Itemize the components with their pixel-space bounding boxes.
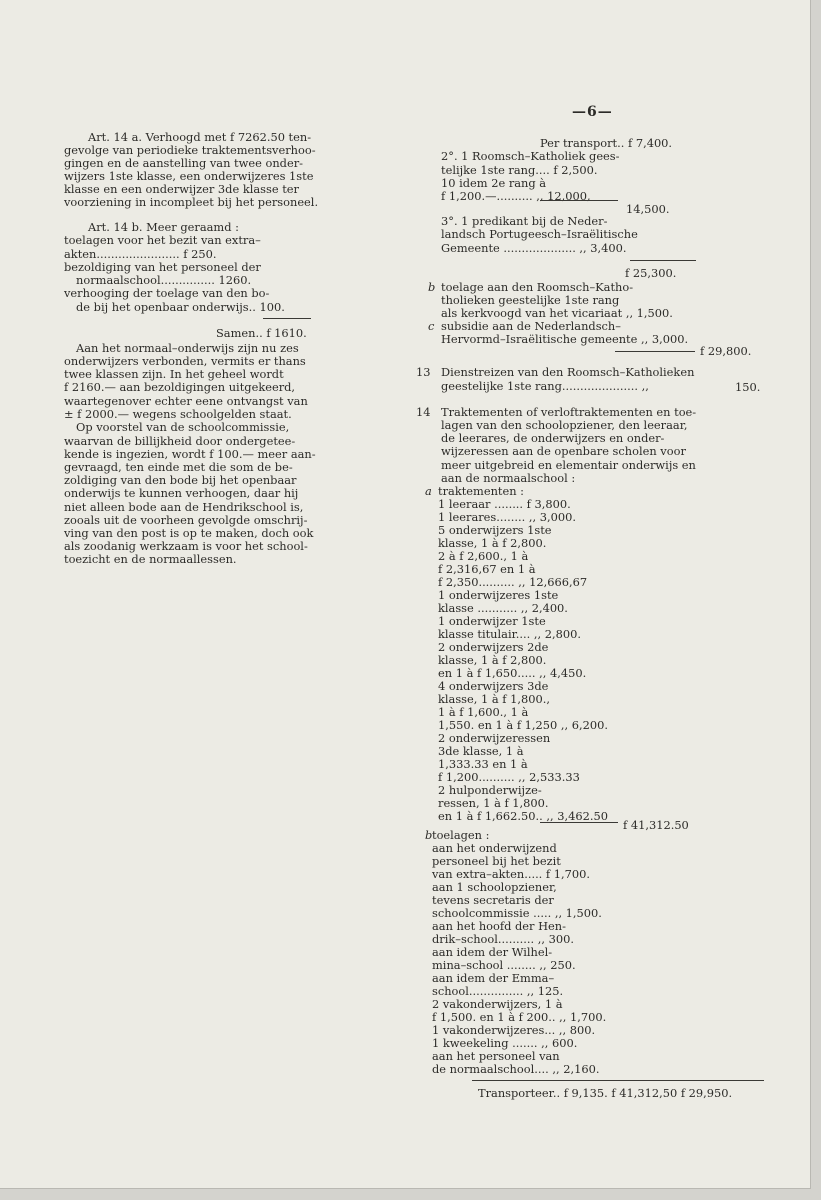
left-text-line: gevolge van periodieke traktementsverhoo- — [64, 143, 316, 157]
account-line: aan het hoofd der Hen- — [432, 919, 566, 933]
account-line: landsch Portugeesch–Israëlitische — [441, 227, 638, 241]
account-line: telijke 1ste rang.... f 2,500. — [441, 163, 598, 177]
account-line: f 1,500. en 1 à f 200.. ,, 1,700. — [432, 1010, 607, 1024]
account-line: en 1 à f 1,662.50.. ,, 3,462.50 — [438, 809, 608, 823]
account-line: tholieken geestelijke 1ste rang — [441, 293, 620, 307]
account-line: meer uitgebreid en elementair onderwijs en — [441, 458, 696, 472]
transport-line: Per transport.. f 7,400. — [540, 136, 673, 150]
account-line: klasse ........... ,, 2,400. — [438, 601, 568, 615]
account-line: klasse, 1 à f 1,800., — [438, 692, 550, 706]
account-line: mina–school ........ ,, 250. — [432, 958, 576, 972]
left-text-line: de bij het openbaar onderwijs.. 100. — [76, 300, 285, 314]
left-text-line: onderwijzers verbonden, vermits er thans — [64, 354, 306, 368]
account-line: en 1 à f 1,650..... ,, 4,450. — [438, 666, 587, 680]
sum-rule — [472, 1080, 764, 1081]
account-line: aan 1 schoolopziener, — [432, 880, 557, 894]
account-line: 4 onderwijzers 3de — [438, 679, 549, 693]
account-line: aan idem der Wilhel- — [432, 945, 553, 959]
left-text-line: f 2160.— aan bezoldigingen uitgekeerd, — [64, 380, 296, 394]
article-number: 13 — [416, 365, 431, 379]
account-line: de normaalschool.... ,, 2,160. — [432, 1062, 600, 1076]
account-line: Gemeente .................... ,, 3,400. — [441, 241, 627, 255]
sum-rule — [540, 822, 618, 823]
amount: 150. — [735, 380, 761, 394]
account-line: 14,500. — [626, 202, 670, 216]
left-text-line: klasse en een onderwijzer 3de klasse ter — [64, 182, 299, 196]
account-line: subsidie aan de Nederlandsch– — [441, 319, 621, 333]
left-text-line: ving van den post is op te maken, doch ook — [64, 526, 314, 540]
left-text-line: als zoodanig werkzaam is voor het school- — [64, 539, 308, 553]
left-text-line: onderwijs te kunnen verhoogen, daar hij — [64, 486, 299, 500]
account-line: 10 idem 2e rang à — [441, 176, 547, 190]
account-line: 2 onderwijzeressen — [438, 731, 551, 745]
left-text-line: voorziening in incompleet bij het personeel. — [64, 195, 319, 209]
account-line: klasse, 1 à f 2,800. — [438, 536, 547, 550]
left-text-line: toezicht en de normaallessen. — [64, 552, 237, 566]
item-marker: b — [428, 280, 436, 294]
left-text-line: verhooging der toelage van den bo- — [64, 286, 270, 300]
account-line: school............... ,, 125. — [432, 984, 564, 998]
account-line: aan de normaalschool : — [441, 471, 576, 485]
left-text-line: Op voorstel van de schoolcommissie, — [76, 420, 290, 434]
account-line: 1 vakonderwijzeres... ,, 800. — [432, 1023, 596, 1037]
sum-rule — [540, 200, 618, 201]
account-line: Traktementen of verloftraktementen en toe- — [441, 405, 697, 419]
account-line: lagen van den schoolopziener, den leeraar, — [441, 418, 688, 432]
total-line: f 41,312.50 — [623, 818, 689, 832]
left-text-line: ± f 2000.— wegens schoolgelden staat. — [64, 407, 292, 421]
transporteer-line: Transporteer.. f 9,135. f 41,312,50 f 29,950. — [478, 1086, 733, 1100]
left-text-line: gingen en de aanstelling van twee onder- — [64, 156, 304, 170]
left-text-line: niet alleen bode aan de Hendrikschool is, — [64, 500, 304, 514]
left-text-line: waartegenover echter eene ontvangst van — [64, 394, 308, 408]
left-text-line: zoldiging van den bode bij het openbaar — [64, 473, 297, 487]
left-text-line: normaalschool............... 1260. — [76, 273, 252, 287]
account-line: tevens secretaris der — [432, 893, 554, 907]
account-line: f 1,200.......... ,, 2,533.33 — [438, 770, 580, 784]
account-line: 2 vakonderwijzers, 1 à — [432, 997, 563, 1011]
account-line: 2°. 1 Roomsch–Katholiek gees- — [441, 149, 620, 163]
account-line: personeel bij het bezit — [432, 854, 561, 868]
account-line: klasse, 1 à f 2,800. — [438, 653, 547, 667]
account-line: Dienstreizen van den Roomsch–Katholieken — [441, 365, 695, 379]
account-line: wijzeressen aan de openbare scholen voor — [441, 444, 686, 458]
account-line: 1 à f 1,600., 1 à — [438, 705, 529, 719]
left-text-line: toelagen voor het bezit van extra– — [64, 233, 261, 247]
account-line: 1,333.33 en 1 à — [438, 757, 528, 771]
account-line: 2 onderwijzers 2de — [438, 640, 549, 654]
account-line: f 1,200.—.......... ,, 12,000, — [441, 189, 591, 203]
account-line: de leerares, de onderwijzers en onder- — [441, 431, 665, 445]
account-line: f 2,350.......... ,, 12,666,67 — [438, 575, 588, 589]
account-line: klasse titulair.... ,, 2,800. — [438, 627, 581, 641]
left-text-line: Samen.. f 1610. — [216, 326, 307, 340]
account-line: 2 à f 2,600., 1 à — [438, 549, 529, 563]
account-line: 5 onderwijzers 1ste — [438, 523, 552, 537]
sum-rule — [630, 260, 696, 261]
left-text-line: akten....................... f 250. — [64, 247, 217, 261]
account-line: aan idem der Emma– — [432, 971, 555, 985]
page-number: —6— — [572, 104, 613, 120]
account-line: traktementen : — [438, 484, 525, 498]
left-text-line: Art. 14 a. Verhoogd met f 7262.50 ten- — [88, 130, 312, 144]
account-line: aan het personeel van — [432, 1049, 560, 1063]
account-line: 1 leerares........ ,, 3,000. — [438, 510, 576, 524]
account-line: toelagen : — [432, 828, 490, 842]
account-line: als kerkvoogd van het vicariaat ,, 1,500. — [441, 306, 673, 320]
left-text-line: Art. 14 b. Meer geraamd : — [88, 220, 239, 234]
left-text-line: gevraagd, ten einde met die som de be- — [64, 460, 293, 474]
item-marker: c — [428, 319, 435, 333]
left-text-line: waarvan de billijkheid door ondergetee- — [64, 434, 296, 448]
account-line: 1 kweekeling ....... ,, 600. — [432, 1036, 578, 1050]
account-line: 3de klasse, 1 à — [438, 744, 524, 758]
account-line: 1 leeraar ........ f 3,800. — [438, 497, 571, 511]
total-line: f 29,800. — [700, 344, 752, 358]
item-marker: b — [425, 828, 433, 842]
account-line: 1 onderwijzeres 1ste — [438, 588, 559, 602]
account-line: 3°. 1 predikant bij de Neder- — [441, 214, 608, 228]
article-number: 14 — [416, 405, 431, 419]
left-text-line: zooals uit de voorheen gevolgde omschrij- — [64, 513, 308, 527]
account-line: 1,550. en 1 à f 1,250 ,, 6,200. — [438, 718, 608, 732]
account-line: ressen, 1 à f 1,800. — [438, 796, 549, 810]
left-text-line: Aan het normaal–onderwijs zijn nu zes — [76, 341, 299, 355]
item-marker: a — [425, 484, 432, 498]
account-line: van extra–akten..... f 1,700. — [432, 867, 590, 881]
account-line: drik–school.......... ,, 300. — [432, 932, 574, 946]
account-line: Hervormd–Israëlitische gemeente ,, 3,000. — [441, 332, 689, 346]
sum-rule — [263, 318, 311, 319]
account-line: f 25,300. — [625, 266, 677, 280]
account-line: 1 onderwijzer 1ste — [438, 614, 546, 628]
account-line: schoolcommissie ..... ,, 1,500. — [432, 906, 602, 920]
account-line: aan het onderwijzend — [432, 841, 557, 855]
left-text-line: kende is ingezien, wordt f 100.— meer aan- — [64, 447, 316, 461]
left-text-line: bezoldiging van het personeel der — [64, 260, 261, 274]
account-line: toelage aan den Roomsch–Katho- — [441, 280, 634, 294]
left-text-line: twee klassen zijn. In het geheel wordt — [64, 367, 284, 381]
account-line: f 2,316,67 en 1 à — [438, 562, 536, 576]
sum-rule — [615, 351, 695, 352]
left-text-line: wijzers 1ste klasse, een onderwijzeres 1ste — [64, 169, 314, 183]
account-line: geestelijke 1ste rang..................... ,, — [441, 379, 649, 393]
account-line: 2 hulponderwijze- — [438, 783, 542, 797]
